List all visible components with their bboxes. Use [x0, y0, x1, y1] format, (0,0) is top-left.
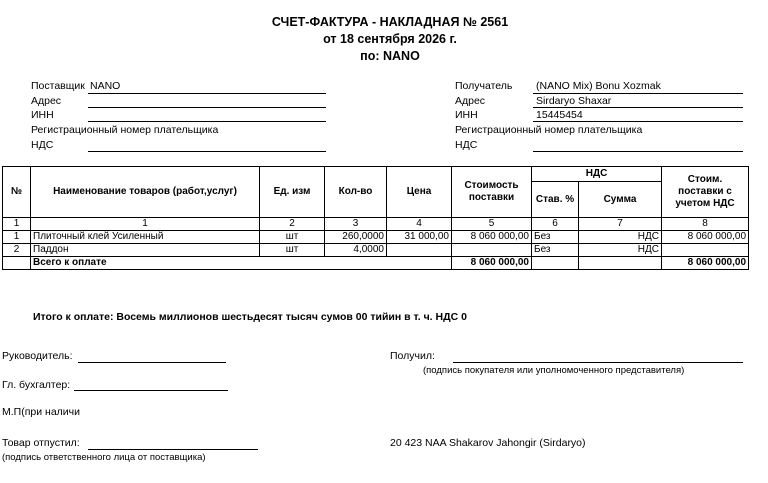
header-name: Наименование товаров (работ,услуг) [31, 167, 260, 218]
supplier-address-label: Адрес [31, 95, 62, 107]
received-signature-line [453, 362, 743, 363]
header-total: Стоим. поставки с учетом НДС [662, 167, 749, 218]
stamp-label: М.П(при наличи [2, 406, 80, 418]
header-num: № [3, 167, 31, 218]
document-title: СЧЕТ-ФАКТУРА - НАКЛАДНАЯ № 2561 [271, 15, 509, 29]
buyer-label: Получатель [455, 80, 513, 92]
buyer-nds-underline [533, 151, 743, 152]
total-row [3, 257, 749, 270]
document-date: от 18 сентября 2026 г. [323, 32, 457, 46]
supplier-inn-label: ИНН [31, 109, 54, 121]
header-qty: Кол-во [325, 167, 387, 218]
row-unit: шт [260, 231, 325, 244]
header-rate: Став. % [532, 182, 579, 218]
released-label: Товар отпустил: [2, 437, 80, 449]
row-rate: Без [532, 231, 579, 244]
column-number-row [3, 218, 749, 231]
row-cost [452, 244, 532, 257]
invoice-table [2, 166, 749, 270]
row-name: Плиточный клей Усиленный [31, 231, 260, 244]
header-nds: НДС [532, 167, 662, 182]
colnum-7: 7 [579, 218, 662, 231]
supplier-nds-label: НДС [31, 139, 54, 151]
total-with-nds: 8 060 000,00 [662, 257, 749, 270]
header-unit: Ед. изм [260, 167, 325, 218]
released-signature-line [88, 449, 258, 450]
header-sum: Сумма [579, 182, 662, 218]
released-note: (подпись ответственного лица от поставщика) [2, 452, 206, 463]
buyer-address-underline [533, 107, 743, 108]
total-in-words: Итого к оплате: Восемь миллионов шестьдесят тысяч сумов 00 тийин в т. ч. НДС 0 [33, 311, 467, 323]
colnum-6: 6 [532, 218, 579, 231]
buyer-value: (NANO Mix) Bonu Xozmak [536, 80, 661, 92]
buyer-inn-value: 15445454 [536, 109, 583, 121]
header-cost: Стоимость поставки [452, 167, 532, 218]
supplier-underline [88, 93, 326, 94]
row-qty: 4,0000 [325, 244, 387, 257]
row-num: 2 [3, 244, 31, 257]
colnum-3: 3 [325, 218, 387, 231]
accountant-signature-line [74, 390, 228, 391]
supplier-label: Поставщик [31, 80, 85, 92]
row-total [662, 244, 749, 257]
received-label: Получил: [390, 350, 435, 362]
colnum-1b: 1 [31, 218, 260, 231]
buyer-reg-label: Регистрационный номер плательщика [455, 124, 643, 136]
row-price [387, 244, 452, 257]
table-header-row [3, 167, 749, 182]
colnum-1: 1 [3, 218, 31, 231]
supplier-inn-underline [88, 121, 326, 122]
driver-info: 20 423 NAA Shakarov Jahongir (Sirdaryo) [390, 437, 586, 449]
row-price: 31 000,00 [387, 231, 452, 244]
buyer-inn-underline [533, 121, 743, 122]
buyer-nds-label: НДС [455, 139, 478, 151]
supplier-address-underline [88, 107, 326, 108]
total-empty-rate [532, 257, 579, 270]
row-name: Паддон [31, 244, 260, 257]
colnum-8: 8 [662, 218, 749, 231]
row-sum: НДС [579, 231, 662, 244]
row-rate: Без [532, 244, 579, 257]
accountant-label: Гл. бухгалтер: [2, 379, 71, 391]
director-signature-line [78, 362, 226, 363]
total-label: Всего к оплате [31, 257, 452, 270]
row-qty: 260,0000 [325, 231, 387, 244]
table-row [3, 231, 749, 244]
buyer-underline [533, 93, 743, 94]
director-label: Руководитель: [2, 350, 73, 362]
row-cost: 8 060 000,00 [452, 231, 532, 244]
row-sum: НДС [579, 244, 662, 257]
supplier-value: NANO [90, 80, 121, 92]
header-price: Цена [387, 167, 452, 218]
total-empty-sum [579, 257, 662, 270]
buyer-inn-label: ИНН [455, 109, 478, 121]
buyer-address-value: Sirdaryo Shaxar [536, 95, 612, 107]
colnum-4: 4 [387, 218, 452, 231]
buyer-address-label: Адрес [455, 95, 486, 107]
total-cost: 8 060 000,00 [452, 257, 532, 270]
total-empty-num [3, 257, 31, 270]
document-contract: по: NANO [360, 49, 420, 63]
colnum-2: 2 [260, 218, 325, 231]
received-note: (подпись покупателя или уполномоченного представителя) [423, 365, 685, 376]
row-total: 8 060 000,00 [662, 231, 749, 244]
row-unit: шт [260, 244, 325, 257]
supplier-reg-label: Регистрационный номер плательщика [31, 124, 219, 136]
row-num: 1 [3, 231, 31, 244]
supplier-nds-underline [88, 151, 326, 152]
colnum-5: 5 [452, 218, 532, 231]
table-row [3, 244, 749, 257]
